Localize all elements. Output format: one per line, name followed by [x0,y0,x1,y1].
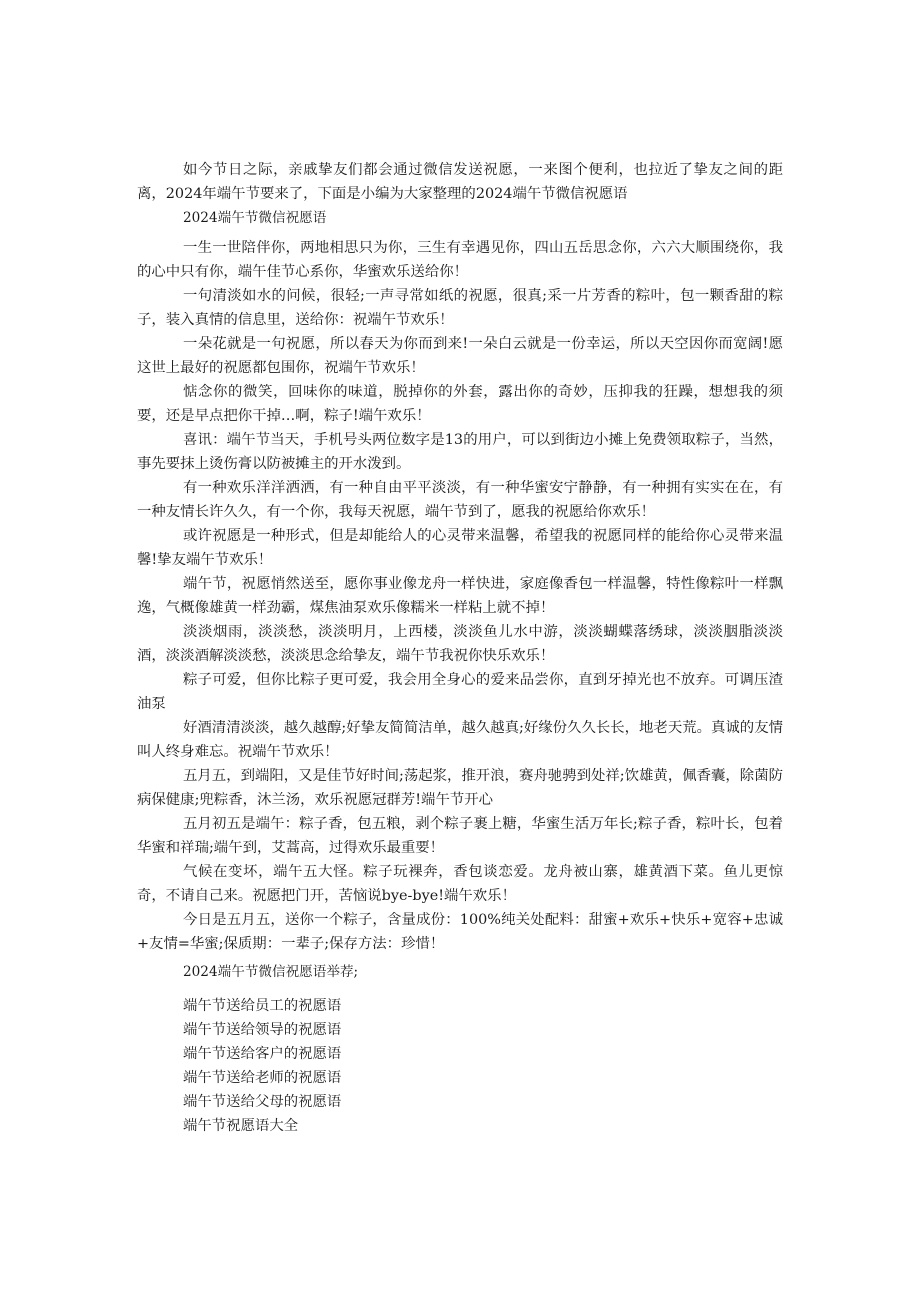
recommend-link[interactable]: 端午节送给客户的祝愿语 [183,1046,342,1062]
recommend-link-list [137,994,783,1138]
greeting-paragraph: 或许祝愿是一种形式，但是却能给人的心灵带来温馨，希望我的祝愿同样的能给你心灵带来温馨!挚友端午节欢乐！ [137,528,783,568]
greeting-paragraph: 惦念你的微笑，回味你的味道，脱掉你的外套，露出你的奇妙，压抑我的狂躁，想想我的须要，还是早点把你干掉…啊，粽子!端午欢乐！ [137,384,783,424]
greeting-paragraph: 一生一世陪伴你，两地相思只为你，三生有幸遇见你，四山五岳思念你，六六大顺围绕你，我的心中只有你，端午佳节心系你，华蜜欢乐送给你！ [137,240,783,280]
document-page [137,158,783,1138]
intro-paragraph: 如今节日之际，亲戚挚友们都会通过微信发送祝愿，一来图个便利，也拉近了挚友之间的距离，2024年端午节要来了，下面是小编为大家整理的2024端午节微信祝愿语 [137,162,783,202]
greeting-paragraph: 一朵花就是一句祝愿，所以春天为你而到来!一朵白云就是一份幸运，所以天空因你而宽阔!愿这世上最好的祝愿都包围你，祝端午节欢乐！ [137,336,783,376]
greeting-paragraph: 好酒清清淡淡，越久越醇;好挚友简简洁单，越久越真;好缘份久久长长，地老天荒。真诚的友情叫人终身难忘。祝端午节欢乐！ [137,720,783,760]
greeting-paragraph: 五月五，到端阳，又是佳节好时间;荡起浆，推开浪，赛舟驰骋到处祥;饮雄黄，佩香囊，除菌防病保健康;兜粽香，沐兰汤，欢乐祝愿冠群芳!端午节开心 [137,768,783,808]
greeting-paragraph: 有一种欢乐洋洋洒洒，有一种自由平平淡淡，有一种华蜜安宁静静，有一种拥有实实在在，有一种友情长许久久，有一个你，我每天祝愿，端午节到了，愿我的祝愿给你欢乐！ [137,480,783,520]
recommend-link[interactable]: 端午节送给父母的祝愿语 [183,1094,342,1110]
greeting-paragraph: 粽子可爱，但你比粽子更可爱，我会用全身心的爱来品尝你，直到牙掉光也不放弃。可调压渣油泵 [137,672,783,712]
recommend-link[interactable]: 端午节祝愿语大全 [183,1118,299,1134]
recommend-link[interactable]: 端午节送给员工的祝愿语 [183,998,342,1014]
section-heading: 2024端午节微信祝愿语 [183,210,327,226]
greeting-paragraph: 气候在变坏，端午五大怪。粽子玩裸奔，香包谈恋爱。龙舟被山寨，雄黄酒下菜。鱼儿更惊奇，不请自己来。祝愿把门开，苦恼说bye-bye!端午欢乐！ [137,864,783,904]
greeting-paragraph: 一句清淡如水的问候，很轻;一声寻常如纸的祝愿，很真;采一片芳香的粽叶，包一颗香甜的粽子，装入真情的信息里，送给你：祝端午节欢乐！ [137,288,783,328]
greeting-paragraph: 喜讯：端午节当天，手机号头两位数字是13的用户，可以到街边小摊上免费领取粽子，当然，事先要抹上烫伤膏以防被摊主的开水泼到。 [137,432,783,472]
greeting-paragraph: 五月初五是端午：粽子香，包五粮，剥个粽子裹上糖，华蜜生活万年长;粽子香，粽叶长，包着华蜜和祥瑞;端午到，艾蒿高，过得欢乐最重要！ [137,816,783,856]
greeting-paragraph: 今日是五月五，送你一个粽子，含量成份：100%纯关处配料：甜蜜+欢乐+快乐+宽容+忠诚+友情=华蜜;保质期：一辈子;保存方法：珍惜！ [137,912,783,952]
greeting-paragraph: 端午节，祝愿悄然送至，愿你事业像龙舟一样快进，家庭像香包一样温馨，特性像粽叶一样飘逸，气概像雄黄一样劲霸，煤焦油泵欢乐像糯米一样粘上就不掉！ [137,576,783,616]
recommend-link[interactable]: 端午节送给老师的祝愿语 [183,1070,342,1086]
recommend-heading: 2024端午节微信祝愿语举荐; [183,964,359,980]
greeting-paragraph: 淡淡烟雨，淡淡愁，淡淡明月，上西楼，淡淡鱼儿水中游，淡淡蝴蝶落绣球，淡淡胭脂淡淡酒，淡淡酒解淡淡愁，淡淡思念给挚友，端午节我祝你快乐欢乐！ [137,624,783,664]
recommend-link[interactable]: 端午节送给领导的祝愿语 [183,1022,342,1038]
